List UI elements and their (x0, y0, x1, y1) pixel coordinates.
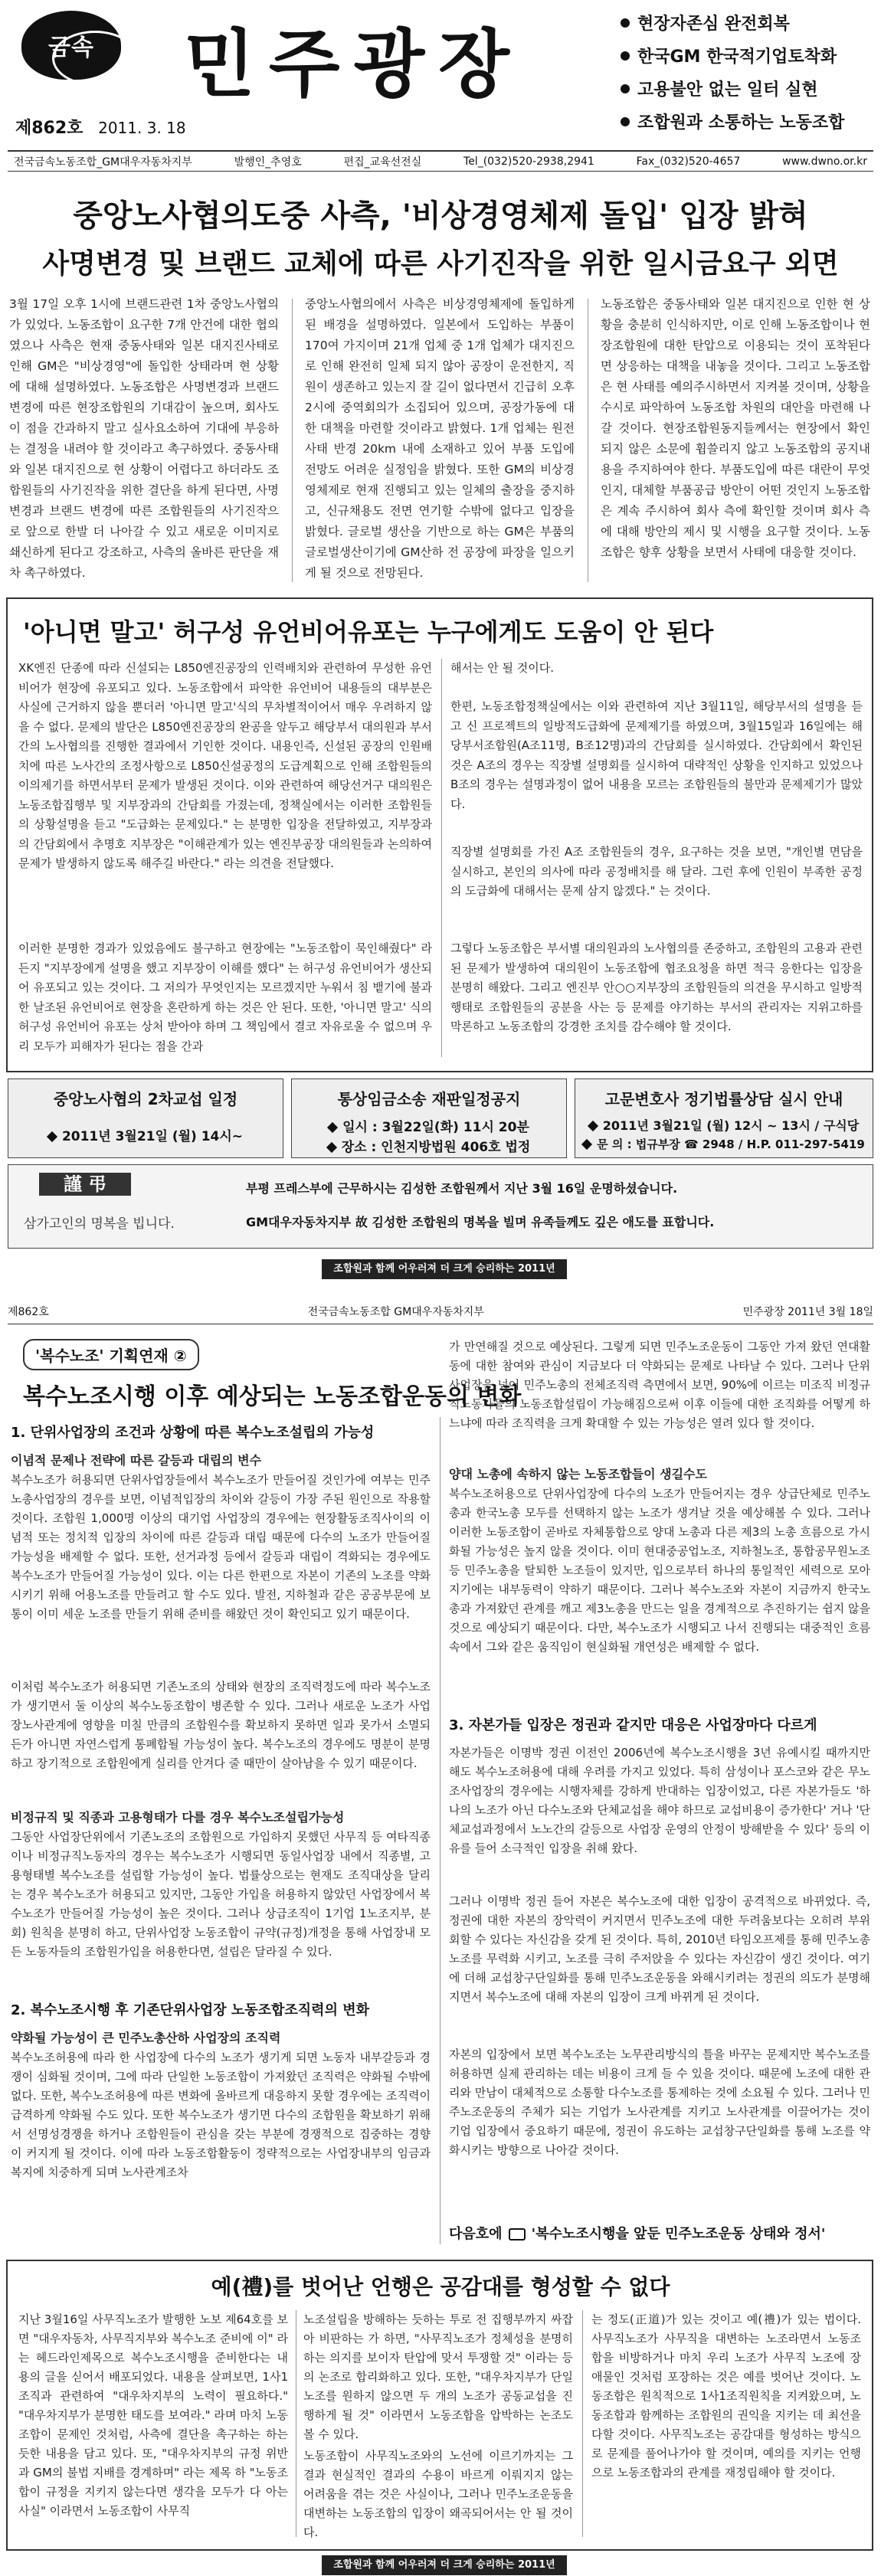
diamond-icon (588, 1121, 598, 1131)
condolence-line-2: GM대우자동차지부 故 김성한 조합원의 명복을 빌며 유족들께도 깊은 애도를 표합니다. (246, 1215, 715, 1229)
body-text: 복수노조허용에 따라 한 사업장에 다수의 노조가 생기게 되면 노동자 내부갈등과 경쟁이 심화될 것이며, 그에 따라 단일한 노동조합이 가져왔던 조직력은 약화될 수밖에 없다. 또한, 복수노조허용에 따른 변화에 올바르게 대응하지 못할 경우에는 조직력이 급격하게 약화될 수도 있다. 또한 복수노조가 생기면 다수의 조합원을 확보하기 위해서 선명성경쟁을 하거나 조합원들이 관심을 갖는 부분에 경쟁적으로 집중하는 경향이 커지게 될 것이다. 이에 따라 노동조합활동이 정략적으로는 사업장내부의 임금과 복지에 치중하게 되며 노사관계조차 (11, 2051, 431, 2179)
notice-line: 일시 : 3월22일(화) 11시 20분 (292, 1116, 566, 1135)
second-page (0, 1295, 881, 2576)
body-text: 복수노조가 허용되면 단위사업장들에서 복수노조가 만들어질 것인가에 여부는 민주노총사업장의 경우를 보면, 이념적입장의 차이와 갈등이 가장 주된 원인으로 작용할 것이다. 조합원 1,000명 이상의 대기업 사업장의 경우에는 현장활동조직사이의 이념적 또는 정치적 입장의 차이에 따른 갈등과 대립 때문에 다수의 노조가 만들어질 가능성을 배제할 수 없다. 또한, 선거과정 등에서 갈등과 대립이 격화되는 경우에도 복수노조가 만들어질 가능성이 있다. 이는 다른 한편으로 자본이 기존의 노조를 약화시키기 위해 어용노조를 만들려고 할 수도 있다. 발전, 지하철과 같은 공공부문에 보통이 이미 세운 노조를 만들기 위해 준비를 해왔던 것이 확인되고 있기 때문이다. (11, 1473, 431, 1621)
footer-slogan: 조합원과 함께 어우러져 더 크게 승리하는 2011년 (322, 2555, 567, 2575)
lead-subheadline: 사명변경 및 브랜드 교체에 따른 사기진작을 위한 일시금요구 외면 (42, 248, 839, 280)
masthead (0, 0, 881, 169)
lead-column-1: 3월 17일 오후 1시에 브랜드관련 1차 중앙노사협의가 있었다. 노동조합이 요구한 7개 안건에 대한 협의였으나 사측은 현재 중동사태와 일본 대지진사태로 인해 GM은 "비상경영"에 돌입한 상태라며 현 상황에 대해 설명하였다. 노동조합은 사명변경과 브랜드 변경에 따른 현장조합원의 기대감이 높으며, 회사도 이 점을 간과하지 말고 실사요소하여 기대에 부응하는 결정을 내려야 할 것이라고 촉구하였다. 중동사태와 일본 대지진으로 현 상황이 어렵다고 하더라도 조합원들의 사기진작을 위한 결단을 하게 된다면, 사명변경과 브랜드 변경에 따른 조합원들의 사기진작으로 앞으로 한발 더 나아갈 수 있고 새로운 이미지로 쇄신하게 된다고 강조하고, 사측의 올바른 판단을 재차 촉구하였다. (9, 297, 279, 580)
box-column-2b: 노동조합이 사무직노조와의 노선에 이르기까지는 그 결과 현실적인 결과의 수용이 바르게 이뤄지지 않는 어려움을 겪는 것은 사실이나, 그러나 민주노조운동을 대변하는 노동조합의 입장이 왜곡되어서는 안 될 것이다. (303, 2449, 573, 2539)
condolence-line-1: 부평 프레스부에 근무하시는 김성한 조합원께서 지난 3월 16일 운명하셨습니다. (246, 1181, 678, 1196)
info-fax: Fax_(032)520-4657 (636, 155, 741, 168)
box-column-1: 지난 3월16일 사무직노조가 발행한 노보 제64호를 보면 "대우자동차, 사무직지부와 복수노조 준비에 이" 라는 헤드라인제목으로 복수노조시행을 준비한다는 내용의 글을 싣어서 배포되었다. 내용을 살펴보면, 1사1조직과 관련하여 "대우차지부의 노력이 필요하다." "대우차지부가 분명한 태도를 보여라." 라며 마치 노동조합이 문제인 것처럼, 사측에 결단을 촉구하는 하는듯한 내용을 담고 있다. 또, "대우차지부의 규정 위반과 GM의 불법 지배를 경계하며" 라는 제목 하 "노동조합이 규정을 지키지 않는다면 생각을 모두가 다 아는 사실" 이라면서 노동조합이 사무직 (18, 2313, 288, 2518)
slogan-list (621, 11, 844, 142)
rumor-right-3: 직장별 설명회를 가진 A조 조합원들의 경우, 요구하는 것을 보면, "개인별 면담을 실시하고, 본인의 의사에 따라 공정배치를 해 달라. 그런 후에 인원이 부족한 공정의 도급화에 대해서는 문제 삼지 않겠다." 는 것이다. (450, 845, 863, 898)
bullet-icon (621, 18, 630, 28)
box-column-3: 는 정도(正道)가 있는 것이고 예(禮)가 있는 법이다. 사무직노조가 사무직을 대변하는 노조라면서 노동조합을 비방하거나 마치 우리 노조가 사무직 노조에 장애물인 것처럼 포장하는 것은 예를 벗어난 것이다. 노동조합은 원칙적으로 1사1조직원칙을 지켜왔으며, 노동조합과 함께하는 조합원의 권익을 지키는 데 최선을 다할 것이다. 사무직노조는 공감대를 형성하는 방식으로 문제를 풀어나가야 할 것이며, 예의를 지키는 언행으로 노동조합과의 관계를 재정립해야 할 것이다. (591, 2313, 861, 2479)
notice-line: 장소 : 인천지방법원 406호 법정 (292, 1136, 566, 1155)
subsection-heading: 이념적 문제나 전략에 따른 갈등과 대립의 변수 (11, 1453, 262, 1468)
body-text: 자본가들은 이명박 정권 이전인 2006년에 복수노조시행을 3년 유예시킬 때까지만 해도 복수노조허용에 대해 우려를 가지고 있었다. 특히 삼성이나 포스코와 같은 무노조사업장의 경우에는 시행자체를 강하게 반대하는 입장이었고, 다른 자본가들도 '하나의 노조가 아닌 다수노조와 단체교섭을 해야 하므로 교섭비용이 증가한다' 거나 '단체교섭과정에서 노노간의 갈등으로 사업장 운영의 안정이 방해받을 수 있다' 등의 이유를 들어 소극적인 입장을 취해 왔다. (449, 1746, 870, 1855)
notice-line: 2011년 3월21일 (월) 14시~ (8, 1125, 283, 1144)
notice-title: 중앙노사협의 2차교섭 일정 (53, 1090, 238, 1108)
bullet-icon (621, 117, 630, 126)
issue-number: 제862호 (15, 119, 84, 138)
etiquette-headline: 예(禮)를 벗어난 언행은 공감대를 형성할 수 없다 (211, 2274, 670, 2299)
section-heading: 3. 자본가들 입장은 정권과 같지만 대응은 사업장마다 다르게 (449, 1717, 817, 1733)
condolence-title: 謹 弔 (39, 1173, 131, 1196)
column-divider (441, 659, 442, 1057)
body-text: 복수노조허용으로 단위사업장에 다수의 노조가 만들어지는 경우 상급단체로 민주노총과 한국노총 모두를 선택하지 않는 노조가 생겨날 것을 예상해볼 수 있다. 그러나 이러한 노동조합이 곧바로 자체통합으로 양대 노총과 다른 제3의 노총 흐름으로 가시화될 가능성은 높지 않을 것이다. 이미 현대중공업노조, 지하철노조, 통합공무원노조 등 민주노총을 탈퇴한 노조들이 있지만, 입으로부터 하나의 통일적인 세력으로 모아지기에는 내부동력이 약하기 때문이다. 그러나 복수노조와 자본이 지금까지 한국노총과 가져왔던 관계를 깨고 제3노총을 만드는 일을 경계적으로 추진하기는 쉽지 않을 것으로 예상되기 때문이다. 다만, 복수노조가 시행되고 나서 진행되는 대중적인 흐름 속에서 그와 같은 움직임이 현실화될 개연성은 배제할 수 없다. (449, 1487, 870, 1654)
next-issue-label: 다음호에 (449, 2226, 503, 2242)
body-text: 가 만연해질 것으로 예상된다. 그렇게 되면 민주노조운동이 그동안 가져 왔던 연대활동에 대한 참여와 관심이 지금보다 더 약화되는 문제로 나타날 수 있다. 그러나 단위사업장을 넘어 민주노총의 전체조직력 측면에서 보면, 90%에 이르는 미조직 비정규직노동자들의 노동조합설립이 가능해짐으로써 이후 이들에 대한 조직화를 어떻게 하느냐에 따라 조직력을 크게 확대할 수 있는 가능성은 열려 있다 할 것이다. (449, 1340, 870, 1430)
info-web[interactable]: www.dwno.or.kr (782, 155, 867, 168)
diamond-icon (47, 1131, 57, 1142)
newspaper-title: 민주광장 (184, 21, 523, 107)
notice-title: 통상임금소송 재판일정공지 (337, 1090, 521, 1108)
notice-legal-advice (575, 1079, 873, 1158)
diamond-icon (326, 1142, 337, 1153)
issue-date: 2011. 3. 18 (98, 119, 186, 137)
info-publisher: 발행인_추영호 (234, 155, 302, 169)
condolence-subtitle: 삼가고인의 명복을 빕니다. (24, 1216, 175, 1232)
condolence-box (8, 1164, 873, 1249)
issue-info (15, 115, 186, 139)
series-headline: 복수노조시행 이후 예상되는 노동조합운동의 변화 (23, 1383, 522, 1410)
subsection-heading: 비정규직 및 직종과 고용형태가 다를 경우 복수노조설립가능성 (11, 1810, 345, 1825)
column-divider (582, 2310, 583, 2537)
bullet-icon (621, 84, 630, 93)
rumor-left-2: 이러한 분명한 경과가 있었음에도 불구하고 현장에는 "노동조합이 묵인해줬다" 라든지 "지부장에게 설명을 했고 지부장이 이해를 했다" 는 허구성 유언비어가 생산되어 유포되고 있는 것이다. 그 저의가 무엇인지는 모르겠지만 누워서 침 뱉기에 불과한 날조된 유언비어로 현장을 혼란하게 하는 것은 안 된다. 또한, '아니면 말고' 식의 허구성 유언비어 유포는 상처 받아야 하며 그 책임에서 결코 자유로울 수 없으며 우리 모두가 피해자가 된다는 점을 간과 (18, 941, 432, 1053)
box-column-2: 노조설립을 방해하는 듯하는 투로 전 집행부까지 싸잡아 비판하는 가 하면, "사무직노조가 정체성을 분명히 하는 의지를 보이자 탄압에 맞서 투쟁할 것" 이라는 등의 논조로 합리화하고 있다. 또한, "대우차지부가 단일노조를 원하지 않으면 두 개의 노조가 공동교섭을 진행하게 될 것" 이라면서 노동조합을 압박하는 논조도 볼 수 있다. (303, 2313, 573, 2441)
page-issue: 제862호 (8, 1306, 49, 1318)
subsection-heading: 양대 노총에 속하지 않는 노동조합들이 생길수도 (449, 1467, 707, 1481)
rumor-left-1: XK엔진 단종에 따라 신설되는 L850엔진공장의 인력배치와 관련하여 무성한 유언비어가 현장에 유포되고 있다. 노동조합에서 파악한 유언비어 내용들의 대부분은 사실에 근거하지 않을 뿐더러 '아니면 말고'식의 무차별적이어서 매우 우려하지 않을 수 없다. 문제의 발단은 L850엔진공장의 완공을 앞두고 해당부서 대의원과 부서간의 노사협의를 진행한 결과에서 기인한 것이다. 내용인즉, 신설된 공장의 인원배치에 따른 노사간의 조정사항으로 L850신설공정의 도급계획으로 인해 조합원들의 이의제기를 하면서부터 문제가 발생된 것이다. 이와 관련하여 해당선거구 대의원은 노동조합집행부 및 지부장과의 간담회를 가졌는데, 정책실에서는 이러한 조합원들의 상황설명을 듣고 "도급화는 문제있다." 는 분명한 입장을 전달하였고, 지부장과의 간담회에서 추명호 지부장은 "이해관계가 있는 엔진부공장 대의원들과 논의하여 문제가 발생하지 않도록 해주길 바란다." 라는 의견을 전달했다. (18, 661, 432, 870)
slogan-item: 고용불안 없는 일터 실현 (621, 77, 844, 100)
section-heading: 1. 단위사업장의 조건과 상황에 따른 복수노조설립의 가능성 (11, 1425, 375, 1441)
notice-line: 2011년 3월21일 (월) 12시 ~ 13시 / 구식당 (575, 1116, 873, 1134)
slogan-item: 조합원과 소통하는 노동조합 (621, 110, 844, 133)
series-badge: '복수노조' 기획연재 ② (23, 1339, 199, 1370)
info-editor: 편집_교육선전실 (343, 155, 422, 169)
subsection-heading: 약화될 가능성이 큰 민주노총산하 사업장의 조직력 (11, 2031, 281, 2045)
logo-text: 금속 (48, 34, 94, 61)
body-text: 자본의 입장에서 보면 복수노조는 노무관리방식의 틀을 바꾸는 문제지만 복수노조를 허용하면 실제 관리하는 데는 비용이 크게 들 수 있을 것이다. 때문에 노조에 대한 관리와 만남이 대체적으로 소통할 다수노조를 통제하는 것에 소요될 수 있다. 그러나 민주노조운동의 주체가 되는 기업가 노사관계를 지키고 노사관계를 이끌어가는 것이 기업 입장에서 중요하기 때문에, 정권이 유도하는 교섭창구단일화를 통해 노조를 약화시키는 방향으로 나아갈 것이다. (449, 2047, 870, 2157)
diamond-icon (581, 1139, 592, 1150)
info-tel: Tel_(032)520-2938,2941 (463, 155, 594, 168)
rumor-right-4: 그렇다 노동조합은 부서별 대의원과의 노사협의를 존중하고, 조합원의 고용과 관련된 문제가 발생하여 대의원이 노동조합에 협조요청을 하면 적극 응한다는 입장을 분명히 해왔다. 그리고 엔진부 안○○지부장의 조합원들의 의견을 무시하고 일방적 행태로 조합원들의 공분을 사는 등 문제를 야기하는 부서의 관리자는 지위고하를 막론하고 노동조합의 강경한 조치를 감수해야 할 것이다. (450, 941, 863, 1033)
body-text: 그동안 사업장단위에서 기존노조의 조합원으로 가입하지 못했던 사무직 등 여타직종이나 비정규직노동자의 경우는 복수노조가 시행되면 동일사업장 내에서 직종별, 고용형태별 복수노조를 설립할 가능성이 높다. 법률상으로는 현재도 조직대상을 달리는 경우 복수노조가 허용되고 있지만, 그동안 가입을 허용하지 않았던 사업장에서 복수노조가 만들어질 가능성이 높은 것이다. 그러나 상급조직이 1기업 1노조지부, 분회) 원칙을 분명히 하고, 단위사업장 노동조합이 규약(규정)개정을 통해 사업장내 모든 노동자들의 조합원가입을 허용한다면, 설립은 달라질 수 있다. (11, 1830, 431, 1959)
lead-headline: 중앙노사협의도중 사측, '비상경영체제 돌입' 입장 밝혀 (73, 198, 808, 234)
footer-slogan: 조합원과 함께 어우러져 더 크게 승리하는 2011년 (322, 1259, 567, 1279)
lead-column-3: 노동조합은 중동사태와 일본 대지진으로 인한 현 상황을 충분히 인식하지만, 이로 인해 노동조합이나 현장조합원에 대한 탄압으로 이용되는 것이 포착된다면 상응하는 대책을 내놓을 것이다. 그리고 노동조합은 현 사태를 예의주시하면서 지켜볼 것이며, 상황을 수시로 파악하여 노동조합 차원의 대안을 마련해 나갈 것이다. 현장조합원동지들께서는 현장에서 확인되지 않은 소문에 휩쓸리지 않고 노동조합의 공지내용을 주지하여야 한다. 부품도입에 따른 대란이 무엇인지, 대체할 부품공급 방안이 어떤 것인지 노동조합은 계속 주시하여 회사 측에 확인할 것이며 회사 측에 대해 방안의 제시 및 시행을 요구할 것이다. 노동조합은 향후 상황을 보면서 사태에 대응할 것이다. (601, 297, 870, 559)
bullet-icon (621, 51, 630, 61)
section-heading: 2. 복수노조시행 후 기존단위사업장 노동조합조직력의 변화 (11, 2002, 370, 2018)
slogan-item: 현장자존심 완전회복 (621, 11, 844, 34)
rumor-right-1: 해서는 안 될 것이다. (450, 661, 554, 675)
page-date: 민주광장 2011년 3월 18일 (742, 1306, 873, 1318)
notice-bargaining (8, 1079, 283, 1158)
info-org: 전국금속노동조합_GM대우자동차지부 (14, 155, 192, 169)
publication-info-bar (8, 150, 873, 172)
union-logo (21, 11, 121, 80)
next-issue-title: '복수노조시행을 앞둔 민주노조운동 상태와 정서' (531, 2226, 826, 2242)
notice-lawsuit (291, 1079, 567, 1158)
column-divider (292, 299, 293, 582)
body-text: 이처럼 복수노조가 허용되면 기존노조의 상태와 현장의 조직력정도에 따라 복수노조가 생기면서 둘 이상의 복수노동조합이 병존할 수 있다. 그러나 새로운 노조가 사업장노사관계에 영향을 미칠 만큼의 조합원수를 확보하지 못하면 일과 못가서 소멸되든가 아니면 자연스럽게 통폐합될 가능성이 높다. 복수노조의 경우에도 명분이 분명하고 장기적으로 조합원에게 실리를 안겨다 줄 때만이 살아남을 수 있기 때문이다. (11, 1680, 431, 1770)
notice-title: 고문변호사 정기법률상담 실시 안내 (604, 1090, 843, 1108)
rumor-headline: '아니면 말고' 허구성 유언비어유포는 누구에게도 도움이 안 된다 (23, 617, 714, 646)
next-issue-teaser (449, 2223, 825, 2243)
diamond-icon (327, 1122, 338, 1133)
slogan-item: 한국GM 한국적기업토착화 (621, 44, 844, 67)
logo-ring-icon (52, 31, 138, 86)
body-text: 그러나 이명박 정권 들어 자본은 복수노조에 대한 입장이 공격적으로 바뀌었다. 즉, 정권에 대한 자본의 장악력이 커지면서 민주노조에 대한 두려움보다는 오히려 부위회할 수 있다는 자신감을 갖게 된 것이다. 특히, 2010년 타임오프제를 통해 민주노총노조를 무력화 시키고, 노조를 극히 주저앉을 수 있다는 자신감이 생긴 것이다. 여기에 더해 교섭창구단일화를 통해 민주노조운동을 와해시키려는 정권의 의도가 분명해지면서 복수노조에 대해 자본의 입장이 크게 바뀌게 된 것이다. (449, 1894, 870, 2004)
pointing-hand-icon (509, 2228, 526, 2240)
notice-line: 문 의 : 법규부장 ☎ 2948 / H.P. 011-297-5419 (575, 1136, 873, 1152)
page-org: 전국금속노동조합 GM대우자동차지부 (307, 1306, 484, 1318)
page-header (8, 1304, 873, 1324)
lead-column-2: 중앙노사협의에서 사측은 비상경영체제에 돌입하게 된 배경을 설명하였다. 일본에서 도입하는 부품이 170여 가지이며 21개 업체 중 1개 업체가 대지진으로 인해 완전히 일체 되지 않아 공장이 운전한지, 직원이 생존하고 있는지 잘 길이 없다면서 긴급히 오후 2시에 중역회의가 소집되어 있으며, 공장가동에 대한 대책을 마련할 것이라고 밝혔다. 1개 업체는 원전사태 반경 20km 내에 소재하고 있어 부품 도입에 전망도 어려운 실정임을 밝혔다. 또한 GM의 비상경영체제로 현재 진행되고 있는 일체의 출장을 중지하고, 신규채용도 전면 연기할 수밖에 없다고 입장을 밝혔다. 글로벌 생산을 기반으로 하는 GM은 부품의 글로벌생산이기에 GM산하 전 공장에 파장을 일으키게 될 것으로 전망된다. (305, 297, 575, 580)
rumor-right-2: 한편, 노동조합정책실에서는 이와 관련하여 지난 3월11일, 해당부서의 설명을 듣고 신 프로젝트의 일방적도급화에 문제제기를 하였으며, 3월15일과 16일에는 해당부서조합원(A조11명, B조12명)과의 간담회를 실시하였다. 간담회에서 확인된 것은 A조의 경우는 직장별 설명회를 실시하여 대략적인 상황을 인지하고 있었으나 B조의 경우는 설명과정이 없어 내용을 모르는 조합원들의 불만과 문제제기가 많았다. (450, 699, 863, 811)
